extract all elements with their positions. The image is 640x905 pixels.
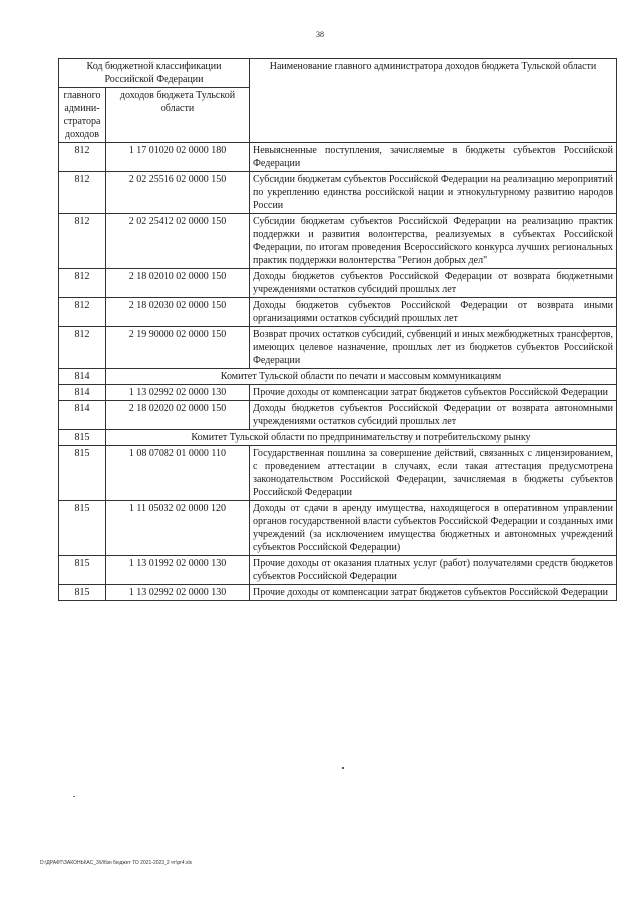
budget-code-cell: 1 11 05032 02 0000 120 (106, 501, 250, 556)
revenue-name-cell: Доходы от сдачи в аренду имущества, находящегося в оперативном управлении органов государственной власти субъектов Российской Федерации и созданных ими учреждений (за исключением имущества бюджетных и автономных учреждений субъектов Российской Федерации) (250, 501, 617, 556)
table-row (59, 401, 617, 430)
admin-code-cell: 812 (59, 298, 106, 327)
budget-revenue-table (58, 58, 617, 601)
name-column-header: Наименование главного администратора доходов бюджета Тульской области (250, 59, 617, 143)
table-row (59, 585, 617, 601)
revenue-name-cell: Доходы бюджетов субъектов Российской Федерации от возврата автономными учреждениями остатков субсидий прошлых лет (250, 401, 617, 430)
budget-code-cell: 2 18 02020 02 0000 150 (106, 401, 250, 430)
revenue-name-cell: Государственная пошлина за совершение действий, связанных с лицензированием, с проведением аттестации в случаях, если такая аттестация предусмотрена законодательством Российской Федерации, зачисляемая в бюджеты субъектов Российской Федерации (250, 446, 617, 501)
administrator-name-cell: Комитет Тульской области по печати и массовым коммуникациям (106, 369, 617, 385)
admin-code-cell: 812 (59, 214, 106, 269)
table-row (59, 298, 617, 327)
table-row (59, 446, 617, 501)
budget-code-cell: 2 02 25412 02 0000 150 (106, 214, 250, 269)
table-row (59, 143, 617, 172)
page-number: 38 (316, 30, 324, 39)
footer-file-path: D:\ДРАФТ\ЗАКОНЫ\АС_3\Ибзн бюджет ТО 2021-2023_2 чт\pr4.xls (40, 860, 193, 866)
income-column-header: доходов бюджета Тульской области (106, 88, 250, 143)
administrator-name-cell: Комитет Тульской области по предпринимательству и потребительскому рынку (106, 430, 617, 446)
budget-code-cell: 2 02 25516 02 0000 150 (106, 172, 250, 214)
admin-code-cell: 815 (59, 446, 106, 501)
revenue-name-cell: Доходы бюджетов субъектов Российской Федерации от возврата иными организациями остатков субсидий прошлых лет (250, 298, 617, 327)
table-row (59, 501, 617, 556)
revenue-name-cell: Субсидии бюджетам субъектов Российской Федерации на реализацию мероприятий по укреплению единства российской нации и этнокультурному развитию народов России (250, 172, 617, 214)
revenue-name-cell: Доходы бюджетов субъектов Российской Федерации от возврата бюджетными учреждениями остатков субсидий прошлых лет (250, 269, 617, 298)
budget-code-cell: 1 13 02992 02 0000 130 (106, 585, 250, 601)
table-row (59, 214, 617, 269)
scan-speck (342, 767, 344, 769)
budget-code-cell: 1 13 02992 02 0000 130 (106, 385, 250, 401)
table-header-row (59, 59, 617, 88)
table-group-row (59, 369, 617, 385)
revenue-name-cell: Субсидии бюджетам субъектов Российской Федерации на реализацию практик поддержки и развития волонтерства, реализуемых в субъектах Российской Федерации, по итогам проведения Всероссийского конкурса лучших региональных практик поддержки волонтерства "Регион добрых дел" (250, 214, 617, 269)
revenue-name-cell: Прочие доходы от компенсации затрат бюджетов субъектов Российской Федерации (250, 585, 617, 601)
table-row (59, 385, 617, 401)
revenue-name-cell: Прочие доходы от оказания платных услуг (работ) получателями средств бюджетов субъектов Российской Федерации (250, 556, 617, 585)
scan-speck (73, 796, 75, 797)
table-row (59, 327, 617, 369)
admin-code-cell: 814 (59, 385, 106, 401)
admin-code-cell: 815 (59, 556, 106, 585)
table-row (59, 172, 617, 214)
budget-code-cell: 1 13 01992 02 0000 130 (106, 556, 250, 585)
revenue-name-cell: Невыясненные поступления, зачисляемые в бюджеты субъектов Российской Федерации (250, 143, 617, 172)
admin-code-cell: 812 (59, 172, 106, 214)
admin-code-cell: 815 (59, 501, 106, 556)
code-group-header: Код бюджетной классификации Российской Федерации (59, 59, 250, 88)
budget-code-cell: 2 19 90000 02 0000 150 (106, 327, 250, 369)
admin-code-cell: 815 (59, 585, 106, 601)
admin-code-cell: 814 (59, 401, 106, 430)
revenue-name-cell: Прочие доходы от компенсации затрат бюджетов субъектов Российской Федерации (250, 385, 617, 401)
table-row (59, 556, 617, 585)
admin-column-header: главного админи-стратора доходов (59, 88, 106, 143)
budget-code-cell: 1 08 07082 01 0000 110 (106, 446, 250, 501)
admin-code-cell: 812 (59, 327, 106, 369)
revenue-name-cell: Возврат прочих остатков субсидий, субвенций и иных межбюджетных трансфертов, имеющих целевое назначение, прошлых лет из бюджетов субъектов Российской Федерации (250, 327, 617, 369)
admin-code-cell: 815 (59, 430, 106, 446)
table-group-row (59, 430, 617, 446)
table-row (59, 269, 617, 298)
budget-code-cell: 2 18 02030 02 0000 150 (106, 298, 250, 327)
admin-code-cell: 812 (59, 269, 106, 298)
admin-code-cell: 812 (59, 143, 106, 172)
admin-code-cell: 814 (59, 369, 106, 385)
budget-code-cell: 2 18 02010 02 0000 150 (106, 269, 250, 298)
budget-code-cell: 1 17 01020 02 0000 180 (106, 143, 250, 172)
